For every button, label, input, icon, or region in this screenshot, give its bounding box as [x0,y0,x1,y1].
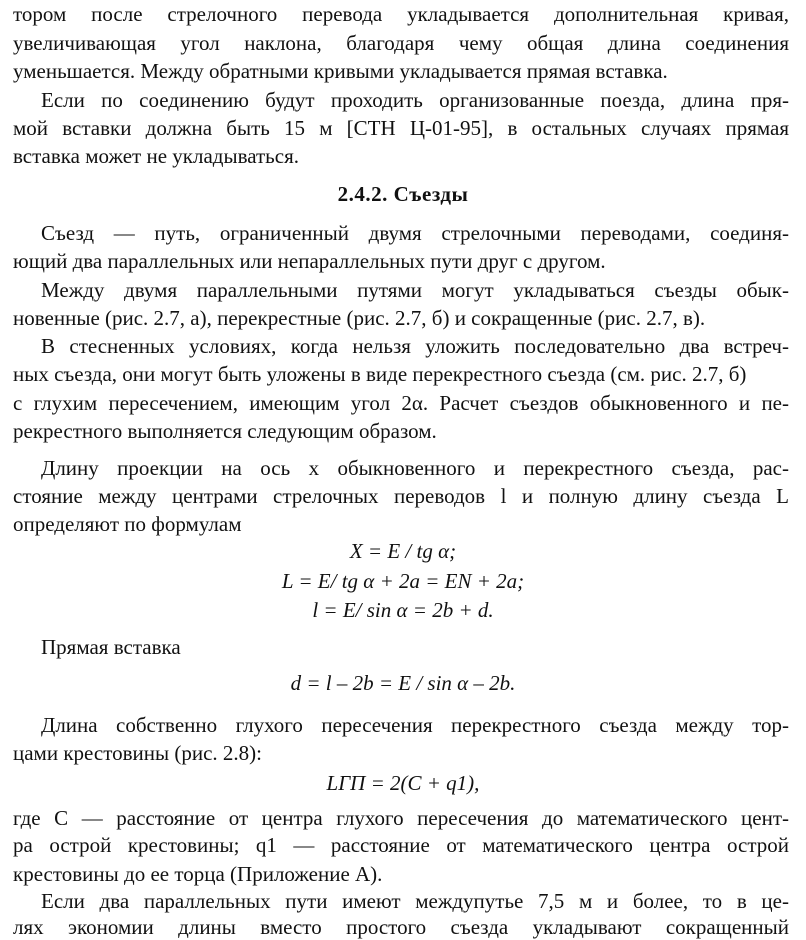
text-line: Прямая вставка [41,635,181,659]
text-line: Между двумя параллельными путями могут укладываться съезды обык- [41,278,789,302]
text-line: ра острой крестовины; q1 — расстояние от математического центра острой [13,833,789,857]
text-line: мой вставки должна быть 15 м [СТН Ц-01-95], в остальных случаях прямая [13,116,789,140]
text-line: Если по соединению будут проходить организованные поезда, длина пря- [41,88,789,112]
text-line: крестовины до ее торца (Приложение А). [13,862,383,886]
text-line: В стесненных условиях, когда нельзя уложить последовательно два встреч- [41,334,789,358]
text-line: увеличивающая угол наклона, благодаря чему общая длина соединения [13,31,789,55]
text-line: ных съезда, они могут быть уложены в виде перекрестного съезда (см. рис. 2.7, б) [13,362,747,386]
text-line: ющий два параллельных или непараллельных пути друг с другом. [13,249,606,273]
text-line: стояние между центрами стрелочных переводов l и полную длину съезда L [13,484,789,508]
text-line: цами крестовины (рис. 2.8): [13,741,262,765]
formula-small-l: l = E/ sin α = 2b + d. [312,598,494,622]
text-line: Съезд — путь, ограниченный двумя стрелочными переводами, соединя- [41,221,789,245]
text-line: Если два параллельных пути имеют междупутье 7,5 м и более, то в це- [41,889,789,913]
text-line: с глухим пересечением, имеющим угол 2α. Расчет съездов обыкновенного и пе- [13,391,789,415]
text-line: определяют по формулам [13,512,242,536]
formula-d: d = l – 2b = E / sin α – 2b. [290,671,516,695]
formula-l: L = E/ tg α + 2a = EN + 2a; [281,569,525,593]
text-line: тором после стрелочного перевода укладывается дополнительная кривая, [13,2,789,26]
text-line: рекрестного выполняется следующим образом. [13,419,437,443]
text-line: Длину проекции на ось x обыкновенного и перекрестного съезда, рас- [41,456,789,480]
section-heading: 2.4.2. Съезды [337,182,469,206]
formula-lgp: LГП = 2(C + q1), [326,771,480,795]
formula-x: X = E / tg α; [349,539,457,563]
text-line: новенные (рис. 2.7, а), перекрестные (рис. 2.7, б) и сокращенные (рис. 2.7, в). [13,306,706,330]
text-line: вставка может не укладываться. [13,144,299,168]
text-line: Длина собственно глухого пересечения перекрестного съезда между тор- [41,713,789,737]
text-line: лях экономии длины вместо простого съезда укладывают сокращенный [13,915,789,939]
text-line: где C — расстояние от центра глухого пересечения до математического цент- [13,806,789,830]
text-line: уменьшается. Между обратными кривыми укладывается прямая вставка. [13,59,668,83]
